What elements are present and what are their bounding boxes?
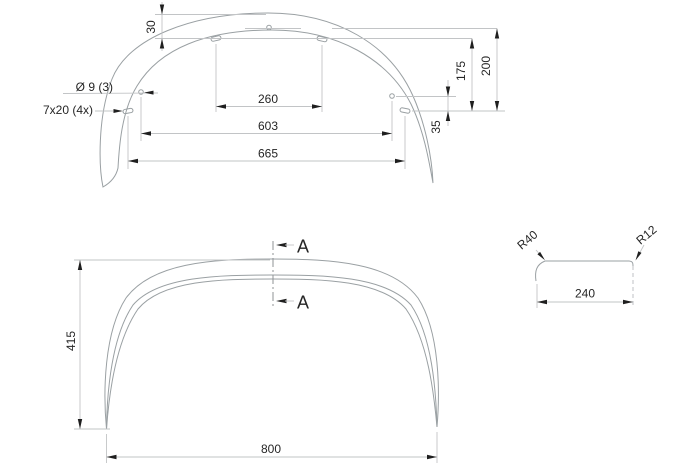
- dimension-800: [107, 432, 438, 463]
- front-view: [43, 2, 505, 187]
- radius-callout-r12: [633, 222, 659, 260]
- radius-r12-label: R12: [633, 222, 660, 248]
- dimension-260: [216, 44, 322, 112]
- dimension-200: [479, 29, 499, 112]
- dimension-240: [537, 284, 633, 308]
- dim-665-label: 665: [257, 146, 279, 161]
- side-fender-inner-edge-1: [107, 275, 438, 429]
- hole-note-label: Ø 9 (3): [75, 80, 113, 94]
- dim-800-label: 800: [260, 442, 282, 456]
- dimension-35: [429, 80, 450, 134]
- section-label-top: A: [297, 236, 310, 257]
- slot-note-label: 7x20 (4x): [42, 103, 93, 117]
- side-view: [64, 237, 438, 464]
- section-cut-marker: [273, 237, 309, 313]
- mounting-hole-left: [139, 90, 144, 95]
- section-view: [514, 222, 659, 308]
- section-profile: [536, 261, 633, 281]
- mounting-hole-right: [390, 94, 395, 99]
- dim-240-label: 240: [574, 286, 596, 301]
- dim-260-label: 260: [257, 92, 279, 106]
- mounting-slot-right: [400, 107, 411, 113]
- radius-r40-label: R40: [514, 227, 541, 253]
- dim-30-label: 30: [144, 20, 158, 34]
- dim-200-label: 200: [479, 55, 493, 77]
- dim-603-label: 603: [257, 119, 279, 133]
- side-fender-outer-edge: [105, 259, 438, 429]
- dim-175-label: 175: [454, 60, 468, 82]
- radius-callout-r40: [514, 227, 545, 260]
- dim-35-label: 35: [429, 120, 443, 134]
- dim-415-label: 415: [64, 330, 78, 352]
- dimension-175: [454, 39, 474, 112]
- section-label-bottom: A: [297, 292, 310, 313]
- dimension-415: [64, 260, 270, 429]
- side-fender-inner-edge-2: [107, 279, 438, 429]
